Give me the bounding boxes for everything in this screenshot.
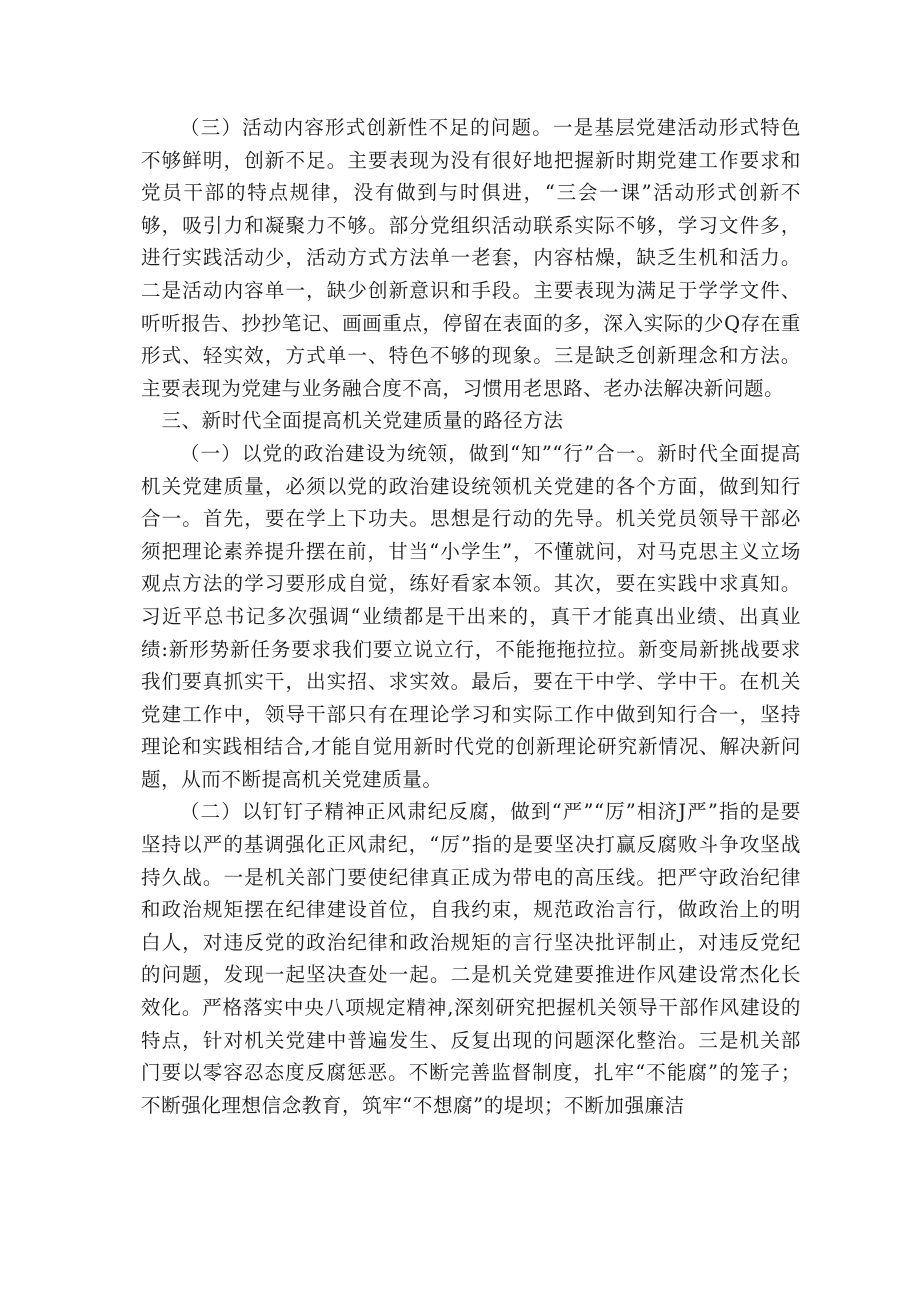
paragraph-section-3-issue: （三）活动内容形式创新性不足的问题。一是基层党建活动形式特色不够鲜明，创新不足。主要表现为没有很好地把握新时期党建工作要求和党员干部的特点规律，没有做到与时俱进，“三会一课”活动形式创新不够，吸引力和凝聚力不够。部分党组织活动联系实际不够，学习文件多，进行实践活动少，活动方式方法单一老套，内容枯燥，缺乏生机和活力。二是活动内容单一，缺少创新意识和手段。主要表现为满足于学学文件、听听报告、抄抄笔记、画画重点，停留在表面的多，深入实际的少Q存在重形式、轻实效，方式单一、特色不够的现象。三是缺乏创新理念和方法。主要表现为党建与业务融合度不高，习惯用老思路、老办法解决新问题。 bbox=[141, 116, 801, 400]
document-body bbox=[141, 112, 801, 1122]
paragraph-path-2: （二）以钉钉子精神正风肃纪反腐，做到“严”“厉”相济J严”指的是要坚持以严的基调强化正风肃纪，“厉”指的是要坚决打赢反腐败斗争攻坚战持久战。一是机关部门要使纪律真正成为带电的高压线。把严守政治纪律和政治规矩摆在纪律建设首位，自我约束，规范政治言行，做政治上的明白人，对违反党的政治纪律和政治规矩的言行坚决批评制止，对违反党纪的问题，发现一起坚决查处一起。二是机关党建要推进作风建设常杰化长效化。严格落实中央八项规定精神,深刻研究把握机关领导干部作风建设的特点，针对机关党建中普遍发生、反复出现的问题深化整治。三是机关部门要以零容忍态度反腐惩恶。不断完善监督制度，扎牢“不能腐”的笼子；不断强化理想信念教育，筑牢“不想腐”的堤坝；不断加强廉洁 bbox=[141, 800, 801, 1117]
paragraph-path-1: （一）以党的政治建设为统领，做到“知”“行”合一。新时代全面提高机关党建质量，必须以党的政治建设统领机关党建的各个方面，做到知行合一。首先，要在学上下功夫。思想是行动的先导。机关党员领导干部必须把理论素养提升摆在前，甘当“小学生”，不懂就问，对马克思主义立场观点方法的学习要形成自觉，练好看家本领。其次，要在实践中求真知。习近平总书记多次强调“业绩都是干出来的，真干才能真出业绩、出真业绩:新形势新任务要求我们要立说立行，不能拖拖拉拉。新变局新挑战要求我们要真抓实干，出实招、求实效。最后，要在干中学、学中干。在机关党建工作中，领导干部只有在理论学习和实际工作中做到知行合一，坚持理论和实践相结合,才能自觉用新时代党的创新理论研究新情况、解决新问题，从而不断提高机关党建质量。 bbox=[141, 441, 801, 791]
section-heading-3: 三、新时代全面提高机关党建质量的路径方法 bbox=[161, 409, 564, 433]
